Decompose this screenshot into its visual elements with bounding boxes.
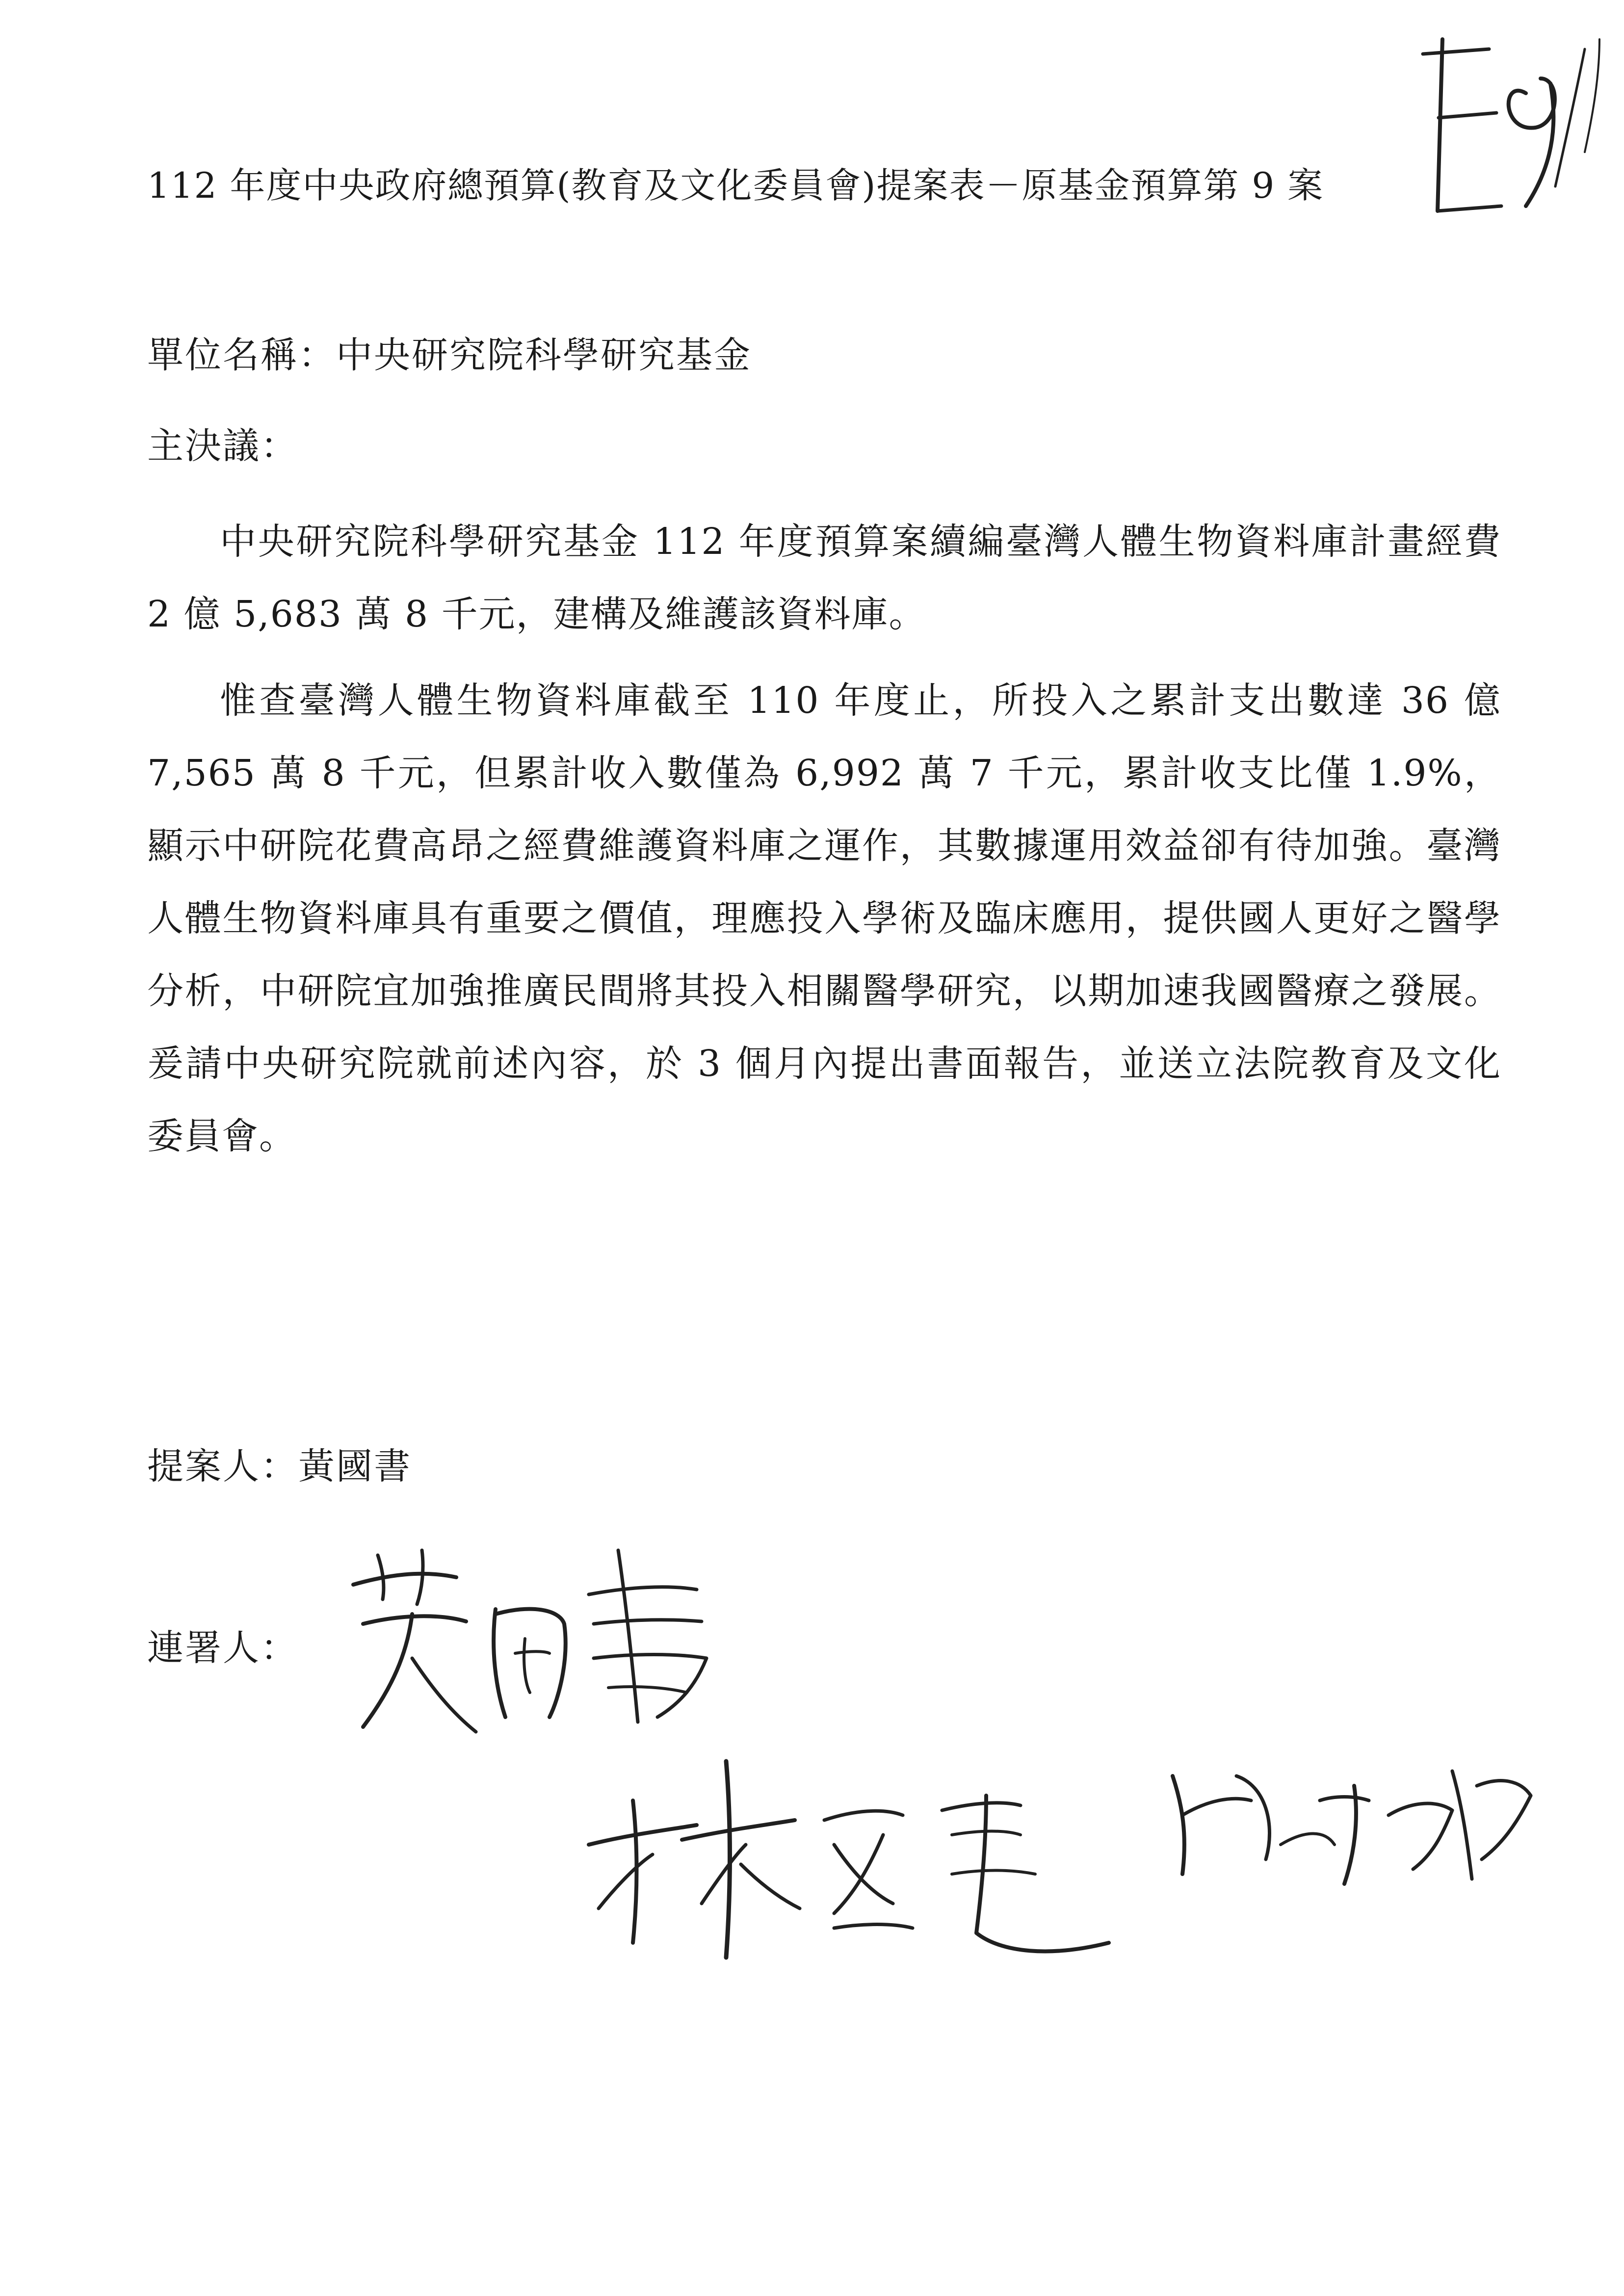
main-resolution-label: 主決議： [147, 425, 298, 467]
signature-2 [579, 1747, 1119, 1972]
proposer-line [147, 1437, 412, 1489]
proposer-label: 提案人： [147, 1445, 298, 1487]
unit-label: 單位名稱： [147, 334, 336, 376]
document-title: 112 年度中央政府總預算(教育及文化委員會)提案表－原基金預算第 9 案 [147, 165, 1324, 206]
unit-line [147, 326, 752, 378]
proposer-name: 黃國書 [298, 1445, 412, 1487]
cosigner-label: 連署人： [147, 1627, 298, 1669]
resolution-body [147, 505, 1501, 1186]
signature-3 [1158, 1747, 1541, 1894]
unit-name: 中央研究院科學研究基金 [336, 334, 752, 376]
paragraph-1: 中央研究院科學研究基金 112 年度預算案續編臺灣人體生物資料庫計畫經費 2 億 5,683 萬 8 千元，建構及維護該資料庫。 [147, 521, 1501, 635]
signature-1 [343, 1540, 726, 1747]
paragraph-2: 惟查臺灣人體生物資料庫截至 110 年度止，所投入之累計支出數達 36 億 7,565 萬 8 千元，但累計收入數僅為 6,992 萬 7 千元，累計收支比僅 1.9%，顯示中研院花費高昂之經費維護資料庫之運作，其數據運用效益卻有待加強。臺灣人體生物資料庫具有重要之價值，理應投入學術及臨床應用，提供國人更好之醫學分析，中研院宜加強推廣民間將其投入相關醫學研究，以期加速我國醫療之發展。爰請中央研究院就前述內容，於 3 個月內提出書面報告，並送立法院教育及文化委員會。 [147, 679, 1501, 1157]
